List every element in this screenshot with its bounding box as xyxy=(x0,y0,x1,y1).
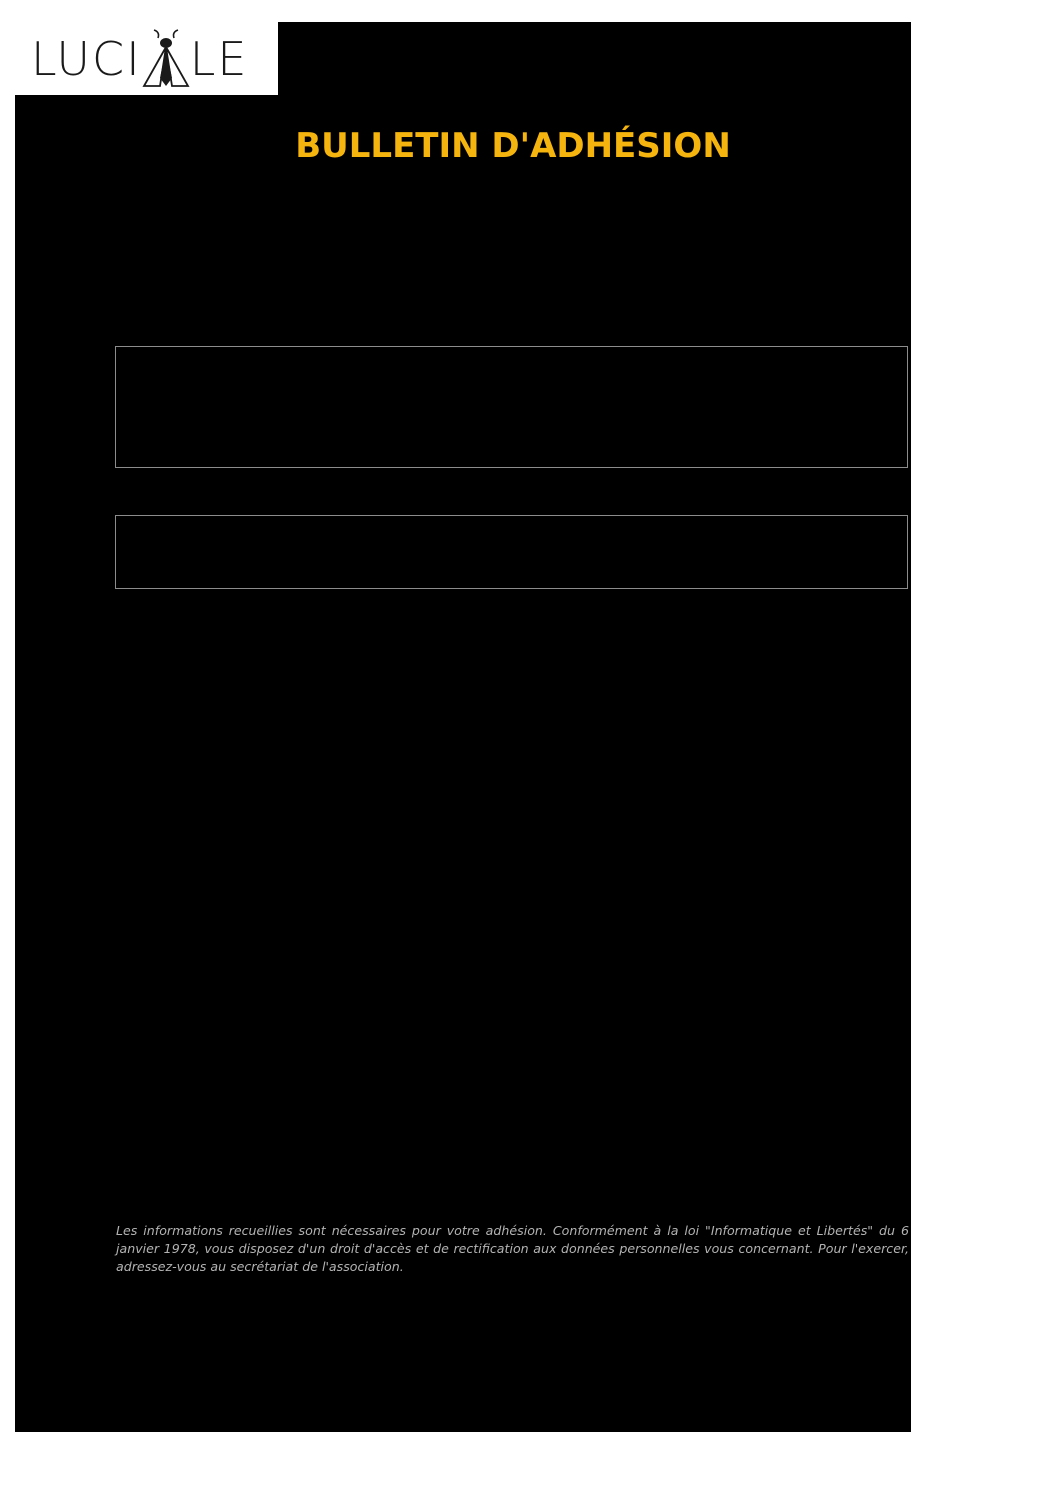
form-box-member-info[interactable] xyxy=(115,346,908,468)
form-sheet xyxy=(15,22,911,1432)
page-title: BULLETIN D'ADHÉSION xyxy=(295,126,731,166)
firefly-icon xyxy=(140,28,192,90)
form-box-membership[interactable] xyxy=(115,515,908,589)
logo-text-left: LUCI xyxy=(31,31,142,86)
logo-text-right: LE xyxy=(189,31,249,86)
logo xyxy=(15,22,278,95)
legal-notice: Les informations recueillies sont nécessaires pour votre adhésion. Conformément à la loi "Informatique et Libertés" du 6 janvier 1978, vous disposez d'un droit d'accès et de rectification aux données personnelles vous concernant. Pour l'exercer, adressez-vous au secrétariat de l'association. xyxy=(116,1223,909,1274)
